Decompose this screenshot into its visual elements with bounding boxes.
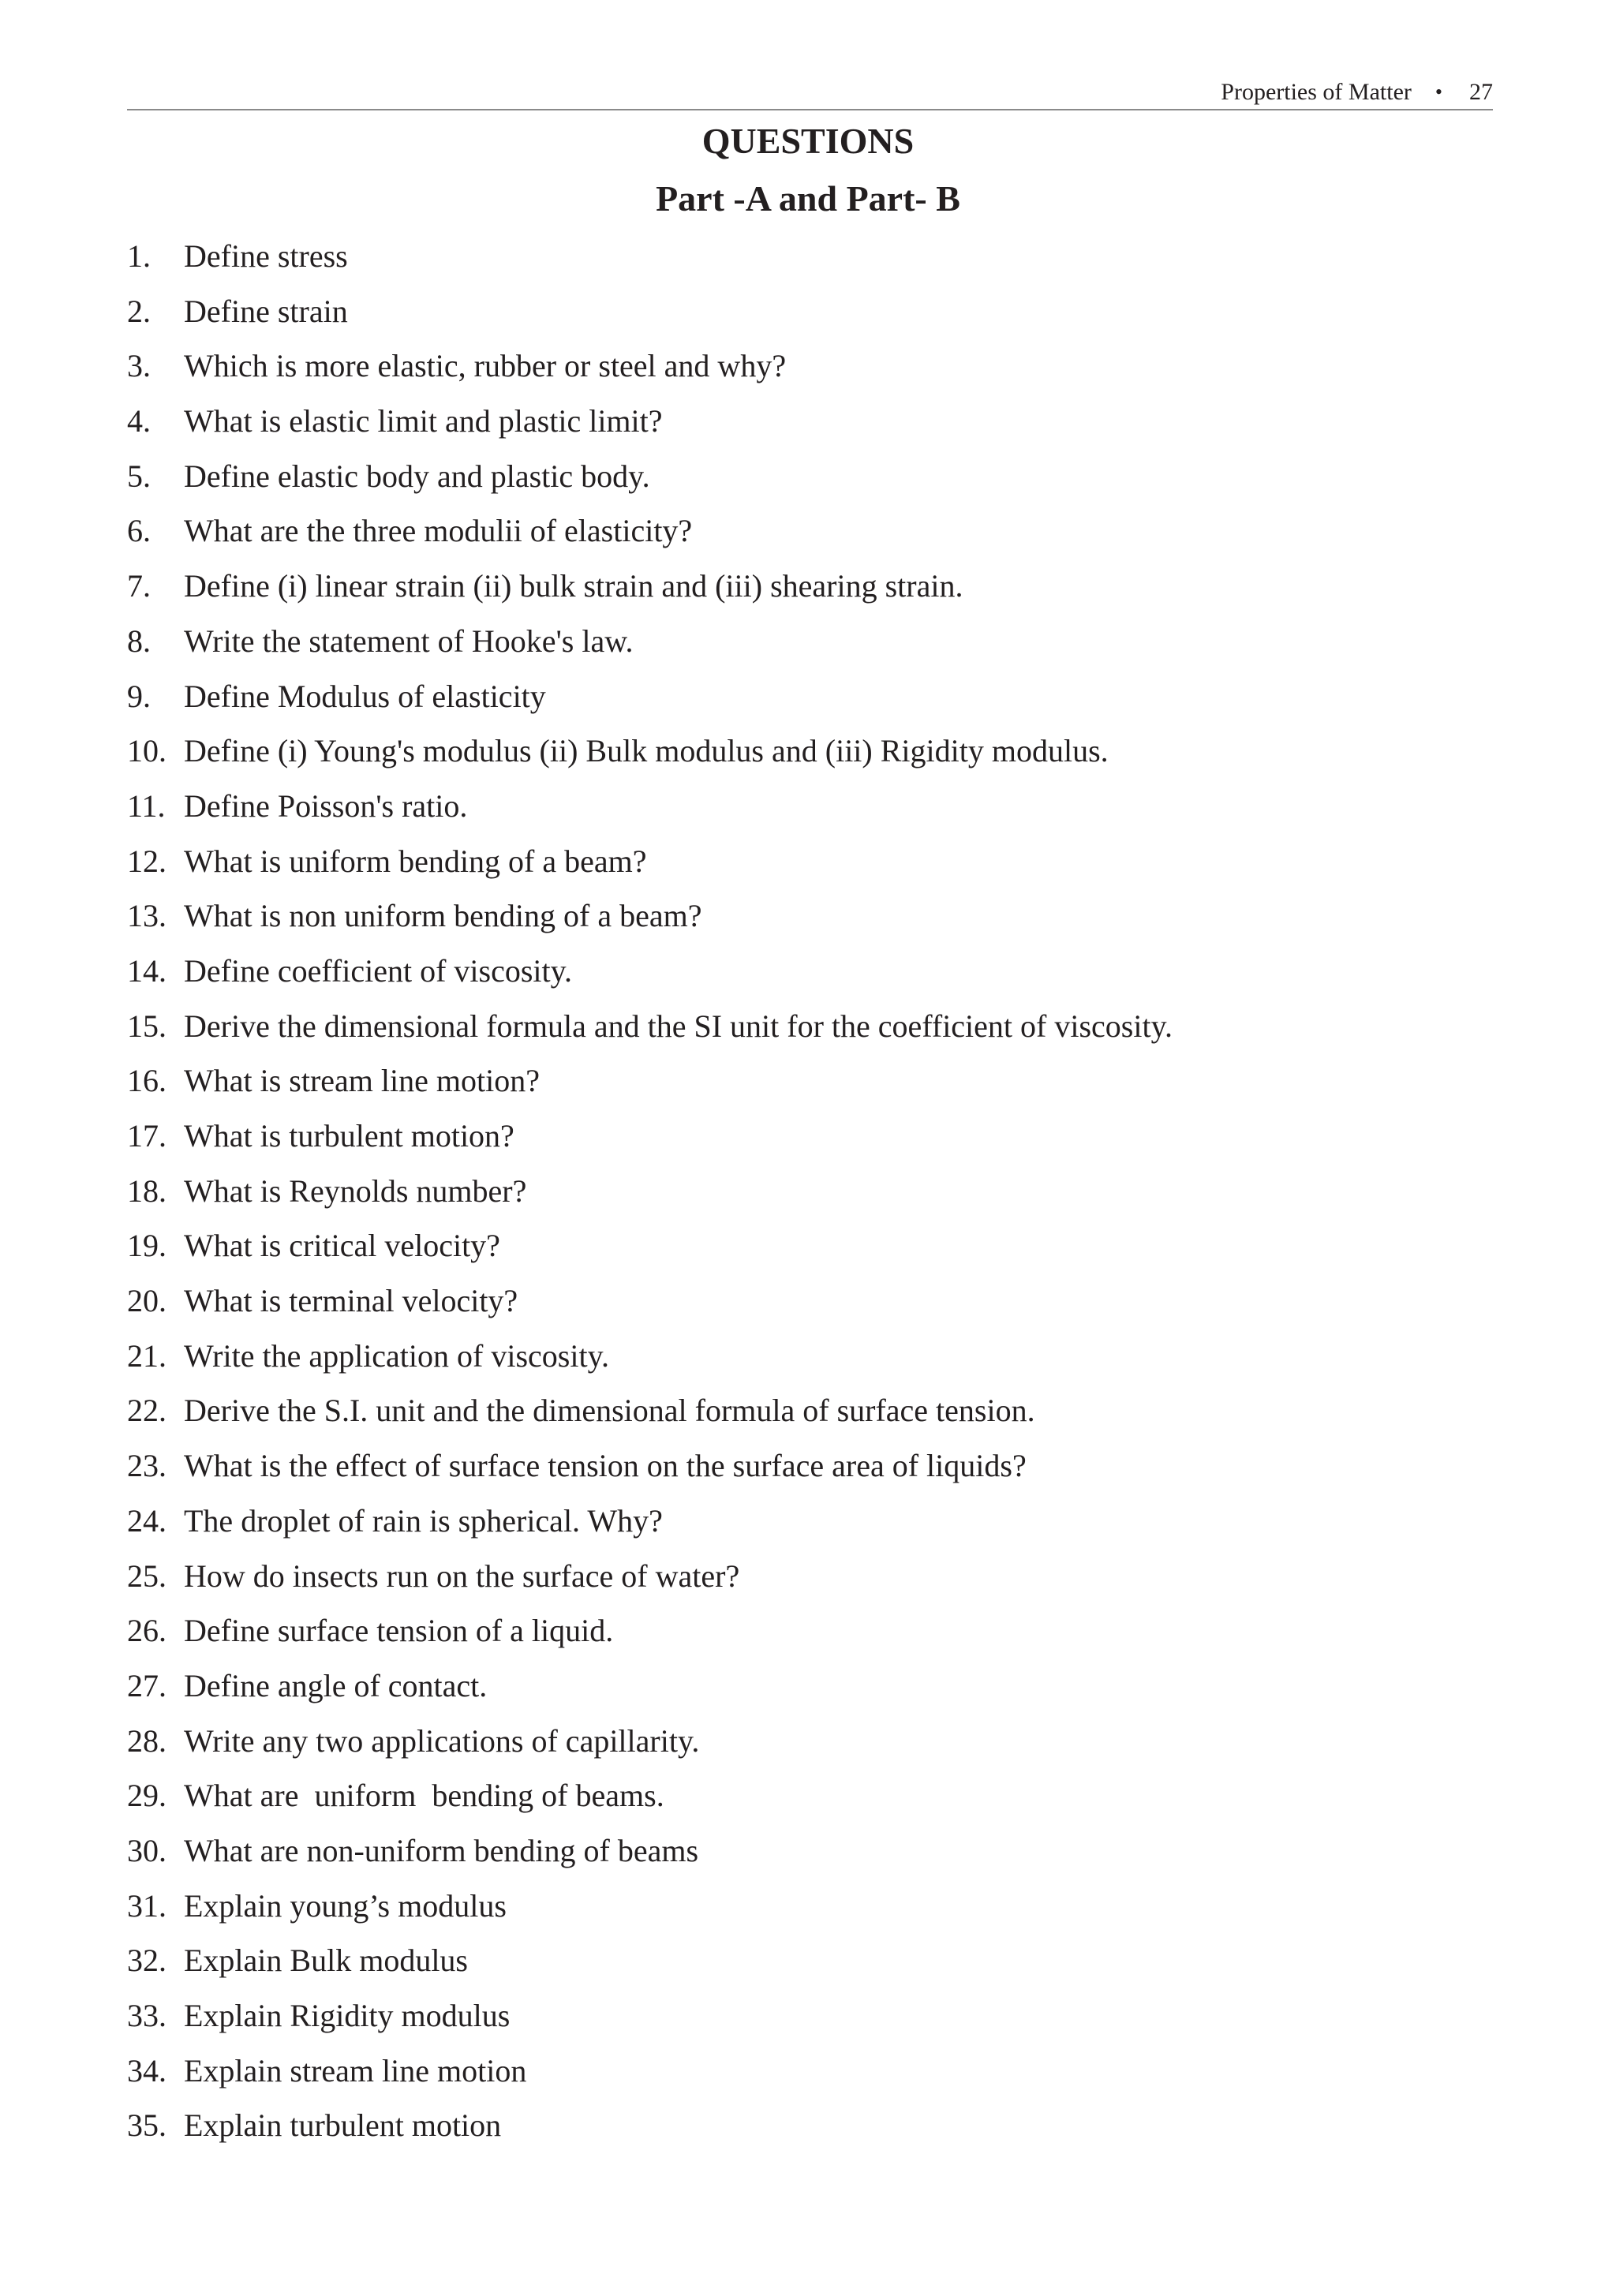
question-number: 16. [127,1063,166,1099]
question-number: 20. [127,1283,166,1319]
question-item [127,1220,1173,1275]
question-text: What are uniform bending of beams. [184,1778,664,1814]
question-item [127,505,1173,560]
question-item [127,1440,1173,1495]
question-text: Define surface tension of a liquid. [184,1613,614,1649]
question-item [127,1000,1173,1056]
question-item [127,836,1173,891]
question-number: 29. [127,1778,166,1814]
question-number: 22. [127,1393,166,1429]
question-text: What is turbulent motion? [184,1118,514,1154]
page-subtitle: Part -A and Part- B [656,178,960,219]
question-item [127,1165,1173,1221]
question-number: 15. [127,1008,166,1044]
question-text: Which is more elastic, rubber or steel and why? [184,348,787,384]
question-text: Define elastic body and plastic body. [184,458,650,494]
question-number: 6. [127,513,151,549]
question-text: Define (i) Young's modulus (ii) Bulk modulus and (iii) Rigidity modulus. [184,733,1109,769]
question-item [127,890,1173,945]
question-text: Explain stream line motion [184,2052,527,2088]
question-number: 18. [127,1172,166,1209]
page-number: 27 [1469,79,1493,105]
question-item [127,395,1173,451]
question-number: 33. [127,1998,166,2033]
question-item [127,2100,1173,2155]
question-text: How do insects run on the surface of water? [184,1557,740,1594]
question-number: 34. [127,2052,166,2088]
question-text: What is elastic limit and plastic limit? [184,403,663,439]
header-right [1221,79,1493,106]
question-text: Define coefficient of viscosity. [184,952,573,989]
question-text: Explain turbulent motion [184,2107,502,2144]
question-text: Define stress [184,238,348,274]
question-text: Define Poisson's ratio. [184,787,468,824]
question-text: What is non uniform bending of a beam? [184,898,702,934]
question-number: 32. [127,1943,166,1979]
page-header [127,76,1493,110]
question-item [127,671,1173,726]
question-item [127,1660,1173,1715]
question-number: 31. [127,1887,166,1924]
page-title: QUESTIONS [701,121,915,161]
question-item [127,780,1173,836]
question-number: 2. [127,293,151,329]
question-item [127,1495,1173,1550]
question-number: 35. [127,2107,166,2144]
question-text: Define strain [184,293,348,329]
question-number: 17. [127,1118,166,1154]
question-number: 5. [127,458,151,494]
question-text: Explain Bulk modulus [184,1943,468,1979]
question-number: 13. [127,898,166,934]
question-item [127,1550,1173,1606]
question-text: The droplet of rain is spherical. Why? [184,1502,663,1539]
question-number: 8. [127,623,151,659]
question-number: 26. [127,1613,166,1649]
question-item [127,2045,1173,2100]
question-text: Write the statement of Hooke's law. [184,623,634,659]
question-number: 4. [127,403,151,439]
question-number: 30. [127,1832,166,1868]
question-text: What are non-uniform bending of beams [184,1832,699,1868]
question-number: 1. [127,238,151,274]
question-number: 23. [127,1448,166,1484]
question-item [127,1110,1173,1165]
question-item [127,230,1173,286]
question-number: 7. [127,568,151,604]
question-number: 24. [127,1502,166,1539]
question-list [127,230,1173,2155]
question-text: Define Modulus of elasticity [184,678,546,714]
question-item [127,340,1173,395]
question-item [127,1990,1173,2045]
question-text: Define angle of contact. [184,1667,488,1703]
question-number: 25. [127,1557,166,1594]
question-item [127,945,1173,1000]
question-item [127,1880,1173,1935]
question-item [127,1275,1173,1330]
question-item [127,1385,1173,1440]
question-number: 3. [127,348,151,384]
question-text: Derive the dimensional formula and the SI unit for the coefficient of viscosity. [184,1008,1173,1044]
question-number: 9. [127,678,151,714]
question-number: 28. [127,1722,166,1759]
question-text: Explain young’s modulus [184,1887,507,1924]
question-text: What is terminal velocity? [184,1283,518,1319]
question-item [127,451,1173,506]
question-item [127,1330,1173,1385]
question-text: What is the effect of surface tension on the surface area of liquids? [184,1448,1027,1484]
running-title: Properties of Matter [1221,79,1412,105]
question-text: What is critical velocity? [184,1228,500,1264]
question-item [127,725,1173,780]
question-number: 10. [127,733,166,769]
question-text: Explain Rigidity modulus [184,1998,511,2033]
question-item [127,1605,1173,1660]
question-text: Derive the S.I. unit and the dimensional formula of surface tension. [184,1393,1035,1429]
question-text: What are the three modulii of elasticity? [184,513,693,549]
question-item [127,615,1173,671]
question-text: Define (i) linear strain (ii) bulk strain and (iii) shearing strain. [184,568,963,604]
question-text: What is Reynolds number? [184,1172,527,1209]
question-text: Write any two applications of capillarity. [184,1722,700,1759]
question-number: 19. [127,1228,166,1264]
question-item [127,1935,1173,1990]
question-item [127,286,1173,341]
question-item [127,1055,1173,1110]
question-text: Write the application of viscosity. [184,1337,609,1374]
question-number: 14. [127,952,166,989]
question-number: 21. [127,1337,166,1374]
question-item [127,1715,1173,1771]
question-number: 12. [127,843,166,879]
question-item [127,560,1173,615]
question-text: What is stream line motion? [184,1063,540,1099]
question-number: 11. [127,787,166,824]
question-item [127,1825,1173,1880]
question-number: 27. [127,1667,166,1703]
question-item [127,1770,1173,1825]
question-text: What is uniform bending of a beam? [184,843,647,879]
header-bullet: • [1435,80,1442,103]
